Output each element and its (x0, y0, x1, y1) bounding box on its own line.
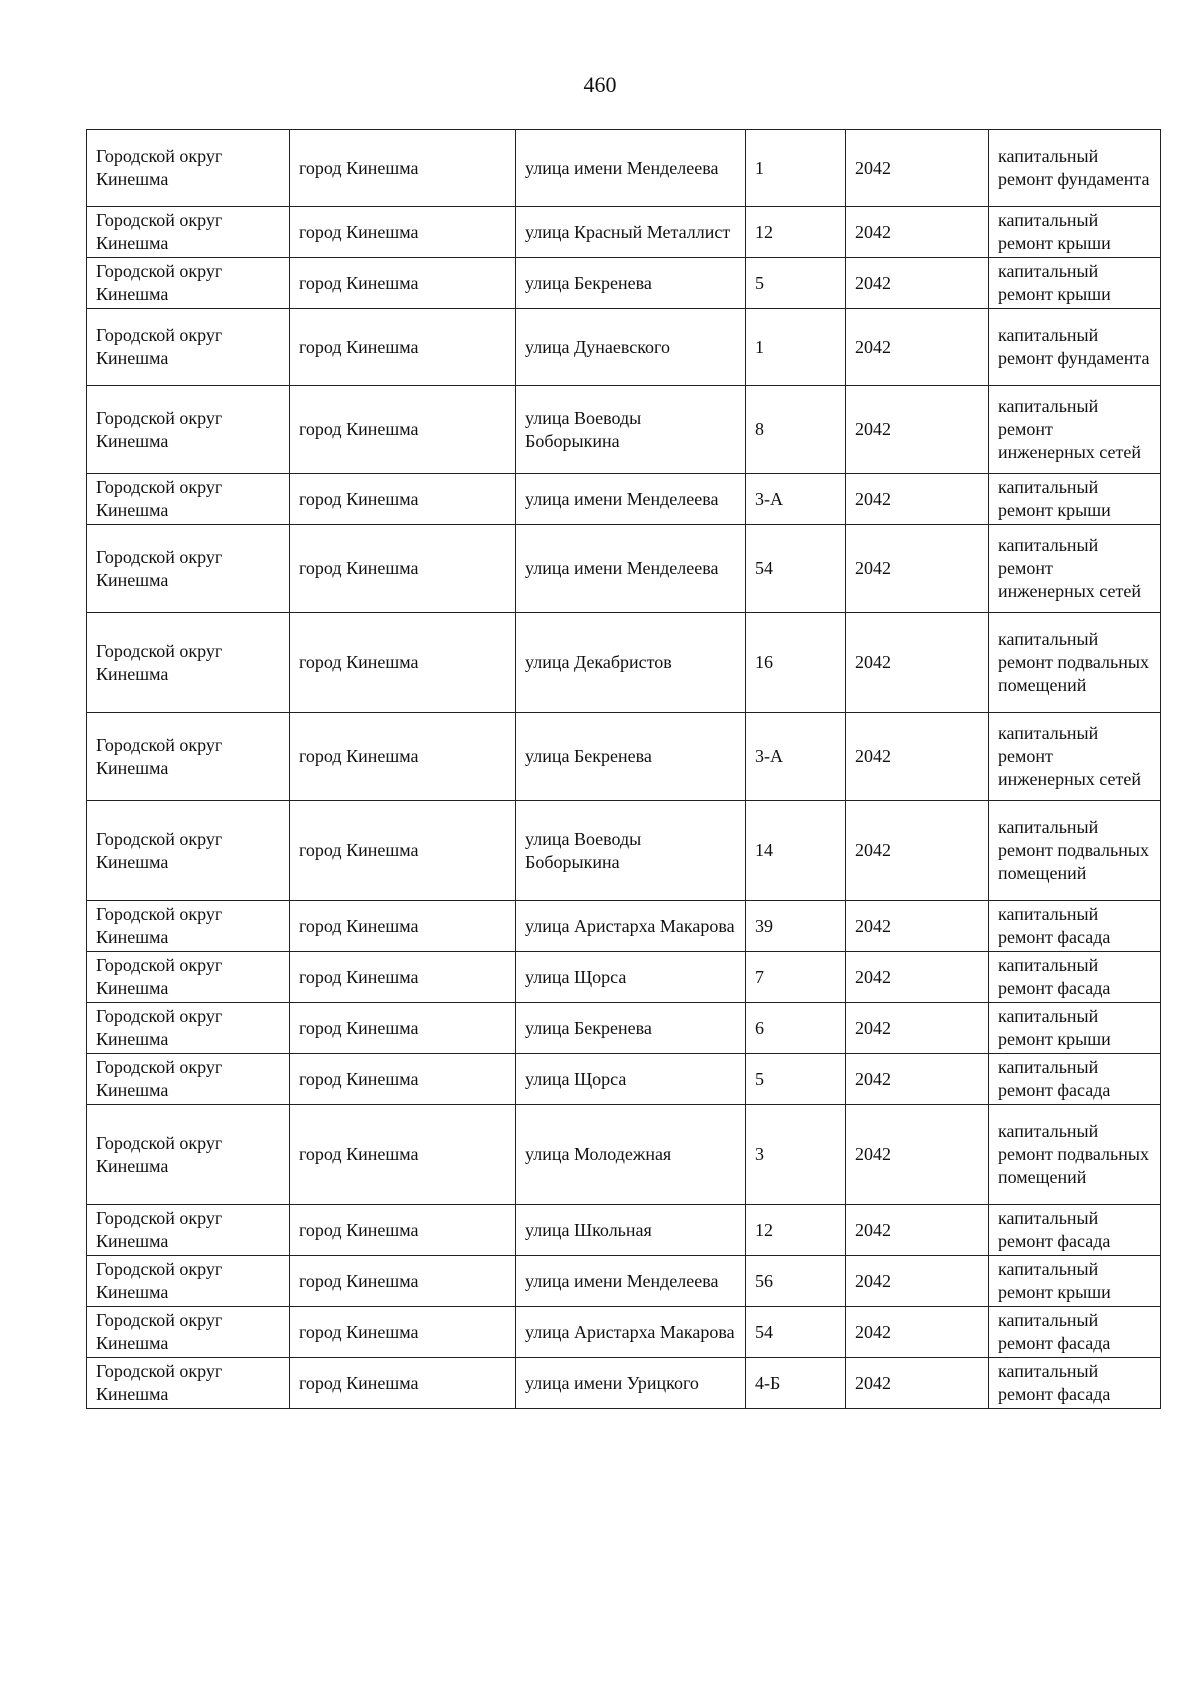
cell-street: улица Молодежная (516, 1105, 746, 1205)
cell-district: Городской округ Кинешма (87, 1054, 290, 1105)
table-row (87, 386, 1161, 474)
cell-work-type: капитальный ремонт фундамента (989, 130, 1161, 207)
cell-house-number: 8 (746, 386, 846, 474)
cell-city: город Кинешма (290, 309, 516, 386)
cell-district: Городской округ Кинешма (87, 801, 290, 901)
cell-house-number: 3 (746, 1105, 846, 1205)
cell-year: 2042 (846, 258, 989, 309)
cell-work-type: капитальный ремонт подвальных помещений (989, 1105, 1161, 1205)
cell-district: Городской округ Кинешма (87, 1205, 290, 1256)
cell-house-number: 54 (746, 1307, 846, 1358)
cell-city: город Кинешма (290, 1256, 516, 1307)
cell-city: город Кинешма (290, 1054, 516, 1105)
cell-work-type: капитальный ремонт фасада (989, 901, 1161, 952)
cell-city: город Кинешма (290, 474, 516, 525)
cell-house-number: 12 (746, 207, 846, 258)
cell-house-number: 56 (746, 1256, 846, 1307)
table-row (87, 1105, 1161, 1205)
cell-work-type: капитальный ремонт фундамента (989, 309, 1161, 386)
cell-street: улица Аристарха Макарова (516, 1307, 746, 1358)
table-row (87, 474, 1161, 525)
cell-district: Городской округ Кинешма (87, 901, 290, 952)
cell-city: город Кинешма (290, 207, 516, 258)
cell-work-type: капитальный ремонт подвальных помещений (989, 613, 1161, 713)
cell-house-number: 5 (746, 258, 846, 309)
table-row (87, 525, 1161, 613)
cell-city: город Кинешма (290, 613, 516, 713)
cell-work-type: капитальный ремонт фасада (989, 1307, 1161, 1358)
cell-work-type: капитальный ремонт крыши (989, 1256, 1161, 1307)
table-row (87, 207, 1161, 258)
table-row (87, 1054, 1161, 1105)
cell-street: улица Щорса (516, 952, 746, 1003)
cell-city: город Кинешма (290, 525, 516, 613)
cell-house-number: 6 (746, 1003, 846, 1054)
cell-district: Городской округ Кинешма (87, 1307, 290, 1358)
cell-year: 2042 (846, 1003, 989, 1054)
cell-district: Городской округ Кинешма (87, 386, 290, 474)
cell-year: 2042 (846, 1307, 989, 1358)
cell-city: город Кинешма (290, 130, 516, 207)
table-row (87, 613, 1161, 713)
cell-year: 2042 (846, 1105, 989, 1205)
cell-district: Городской округ Кинешма (87, 952, 290, 1003)
cell-house-number: 1 (746, 309, 846, 386)
table-row (87, 1003, 1161, 1054)
cell-street: улица Декабристов (516, 613, 746, 713)
table-row (87, 309, 1161, 386)
cell-year: 2042 (846, 474, 989, 525)
table-row (87, 1358, 1161, 1409)
cell-work-type: капитальный ремонт фасада (989, 1054, 1161, 1105)
cell-house-number: 3-А (746, 474, 846, 525)
cell-street: улица Аристарха Макарова (516, 901, 746, 952)
cell-year: 2042 (846, 386, 989, 474)
cell-district: Городской округ Кинешма (87, 1358, 290, 1409)
cell-city: город Кинешма (290, 386, 516, 474)
table-row (87, 901, 1161, 952)
cell-year: 2042 (846, 801, 989, 901)
cell-work-type: капитальный ремонт крыши (989, 258, 1161, 309)
cell-street: улица Бекренева (516, 1003, 746, 1054)
cell-district: Городской округ Кинешма (87, 1256, 290, 1307)
cell-work-type: капитальный ремонт фасада (989, 952, 1161, 1003)
table-row (87, 1256, 1161, 1307)
cell-street: улица Бекренева (516, 713, 746, 801)
cell-year: 2042 (846, 525, 989, 613)
cell-work-type: капитальный ремонт инженерных сетей (989, 386, 1161, 474)
cell-work-type: капитальный ремонт фасада (989, 1358, 1161, 1409)
cell-street: улица имени Менделеева (516, 130, 746, 207)
cell-street: улица имени Менделеева (516, 1256, 746, 1307)
table-body (87, 130, 1161, 1409)
cell-district: Городской округ Кинешма (87, 613, 290, 713)
cell-year: 2042 (846, 1358, 989, 1409)
cell-work-type: капитальный ремонт подвальных помещений (989, 801, 1161, 901)
table-row (87, 1205, 1161, 1256)
cell-district: Городской округ Кинешма (87, 130, 290, 207)
cell-district: Городской округ Кинешма (87, 713, 290, 801)
cell-district: Городской округ Кинешма (87, 474, 290, 525)
cell-street: улица имени Урицкого (516, 1358, 746, 1409)
cell-year: 2042 (846, 713, 989, 801)
cell-district: Городской округ Кинешма (87, 1003, 290, 1054)
cell-house-number: 3-А (746, 713, 846, 801)
cell-city: город Кинешма (290, 258, 516, 309)
cell-year: 2042 (846, 952, 989, 1003)
cell-house-number: 14 (746, 801, 846, 901)
cell-year: 2042 (846, 207, 989, 258)
table-row (87, 1307, 1161, 1358)
cell-year: 2042 (846, 1256, 989, 1307)
cell-district: Городской округ Кинешма (87, 1105, 290, 1205)
repair-schedule-table (86, 129, 1161, 1409)
cell-city: город Кинешма (290, 1307, 516, 1358)
cell-year: 2042 (846, 613, 989, 713)
cell-street: улица Школьная (516, 1205, 746, 1256)
table-row (87, 713, 1161, 801)
cell-work-type: капитальный ремонт инженерных сетей (989, 525, 1161, 613)
cell-city: город Кинешма (290, 1358, 516, 1409)
cell-city: город Кинешма (290, 713, 516, 801)
cell-house-number: 12 (746, 1205, 846, 1256)
cell-work-type: капитальный ремонт фасада (989, 1205, 1161, 1256)
table-row (87, 801, 1161, 901)
cell-street: улица Щорса (516, 1054, 746, 1105)
cell-street: улица Воеводы Боборыкина (516, 801, 746, 901)
cell-street: улица Воеводы Боборыкина (516, 386, 746, 474)
cell-work-type: капитальный ремонт крыши (989, 474, 1161, 525)
table-row (87, 130, 1161, 207)
cell-street: улица имени Менделеева (516, 474, 746, 525)
cell-city: город Кинешма (290, 1003, 516, 1054)
cell-street: улица Бекренева (516, 258, 746, 309)
cell-city: город Кинешма (290, 901, 516, 952)
table-row (87, 258, 1161, 309)
cell-city: город Кинешма (290, 952, 516, 1003)
cell-year: 2042 (846, 1054, 989, 1105)
cell-year: 2042 (846, 309, 989, 386)
cell-street: улица Красный Металлист (516, 207, 746, 258)
cell-house-number: 7 (746, 952, 846, 1003)
cell-year: 2042 (846, 1205, 989, 1256)
cell-house-number: 16 (746, 613, 846, 713)
cell-house-number: 4-Б (746, 1358, 846, 1409)
cell-district: Городской округ Кинешма (87, 525, 290, 613)
cell-street: улица Дунаевского (516, 309, 746, 386)
cell-house-number: 5 (746, 1054, 846, 1105)
cell-year: 2042 (846, 130, 989, 207)
cell-district: Городской округ Кинешма (87, 207, 290, 258)
cell-house-number: 54 (746, 525, 846, 613)
cell-district: Городской округ Кинешма (87, 309, 290, 386)
cell-district: Городской округ Кинешма (87, 258, 290, 309)
cell-year: 2042 (846, 901, 989, 952)
table-row (87, 952, 1161, 1003)
cell-city: город Кинешма (290, 801, 516, 901)
cell-city: город Кинешма (290, 1205, 516, 1256)
cell-work-type: капитальный ремонт инженерных сетей (989, 713, 1161, 801)
cell-work-type: капитальный ремонт крыши (989, 1003, 1161, 1054)
cell-street: улица имени Менделеева (516, 525, 746, 613)
cell-city: город Кинешма (290, 1105, 516, 1205)
cell-house-number: 39 (746, 901, 846, 952)
cell-house-number: 1 (746, 130, 846, 207)
page-number: 460 (583, 72, 617, 97)
cell-work-type: капитальный ремонт крыши (989, 207, 1161, 258)
